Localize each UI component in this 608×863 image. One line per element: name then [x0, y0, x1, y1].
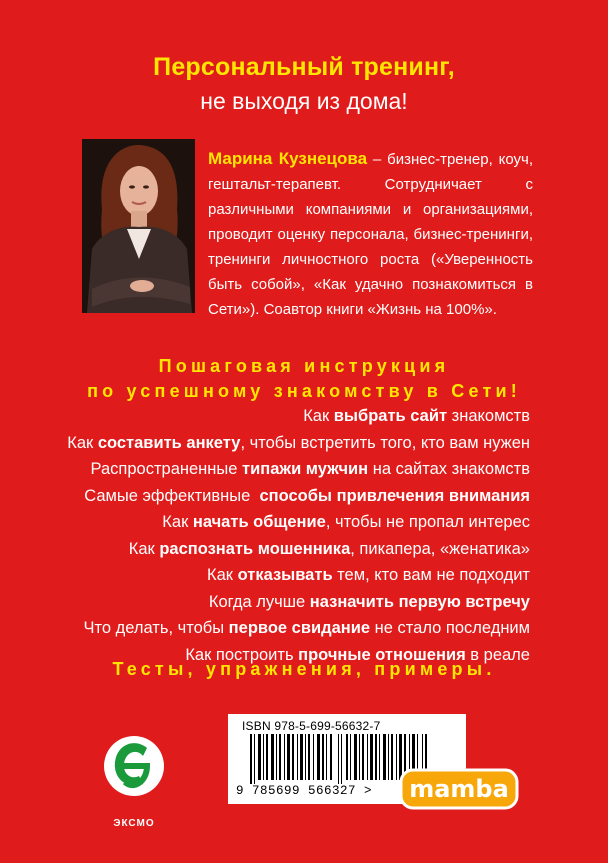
mamba-logo-icon [399, 766, 519, 812]
item-text: , чтобы не пропал интерес [325, 513, 530, 531]
item-text: на сайтах знакомств [368, 460, 530, 478]
item-highlight: способы привлечения внимания [259, 486, 530, 505]
item-highlight: прочные отношения [298, 645, 466, 664]
list-item [40, 483, 530, 510]
publisher-name: ЭКСМО [113, 818, 155, 829]
item-text: Распространенные [90, 460, 243, 478]
item-text: , пикапера, «женатика» [350, 539, 530, 558]
steps-heading-line-1: Пошаговая инструкция [158, 356, 450, 376]
list-item [40, 536, 530, 563]
item-text: Как построить [185, 645, 299, 664]
item-text: знакомств [447, 407, 530, 425]
list-item [40, 615, 530, 642]
author-photo [82, 139, 195, 313]
eksmo-logo-icon [103, 726, 165, 816]
cover-title: Персональный тренинг, [153, 53, 455, 81]
list-item [40, 403, 530, 430]
list-item [40, 456, 530, 483]
barcode-digits: 9 785699 566327 > [236, 784, 373, 798]
cover-subtitle: не выходя из дома! [200, 88, 408, 114]
item-text: Как [67, 433, 98, 452]
item-highlight: составить анкету [97, 433, 241, 452]
item-text: Как [206, 566, 238, 584]
steps-list [40, 403, 530, 668]
item-text: не стало последним [370, 619, 530, 637]
item-text: Когда лучше [208, 592, 310, 611]
item-text: тем, кто вам не подходит [332, 566, 530, 584]
list-item [40, 430, 530, 457]
author-name: Марина Кузнецова [208, 149, 368, 168]
item-text: Как [303, 407, 334, 425]
list-item [40, 589, 530, 616]
steps-heading-line-2: по успешному знакомству в Сети! [87, 381, 521, 401]
author-bio [208, 146, 533, 322]
steps-heading [0, 354, 608, 404]
item-text: Как [128, 539, 160, 558]
item-text: Самые эффективные [84, 486, 260, 505]
item-highlight: первое свидание [228, 619, 371, 637]
item-text: в реале [465, 645, 530, 664]
item-text: Что делать, чтобы [83, 619, 229, 637]
tagline: Тесты, упражнения, примеры. [112, 659, 496, 679]
isbn-text: ISBN 978-5-699-56632-7 [242, 719, 381, 733]
item-text: Как [162, 513, 193, 531]
item-highlight: назначить первую встречу [309, 592, 530, 611]
item-highlight: отказывать [237, 566, 333, 584]
list-item [40, 562, 530, 589]
item-highlight: распознать мошенника [159, 539, 351, 558]
list-item [40, 509, 530, 536]
item-text: , чтобы встретить того, кто вам нужен [240, 433, 530, 452]
partner-name: mamba [409, 775, 509, 803]
item-highlight: типажи мужчин [242, 460, 369, 478]
item-highlight: выбрать сайт [333, 407, 448, 425]
author-bio-text: – бизнес-тренер, коуч, гештальт-терапевт. Сотрудничает с различными компаниями и организациями, проводит оценку персонала, бизнес-тренинги, тренинги личностного роста («Уверенность быть собой», «Как удачно познакомиться в Сети»). Соавтор книги «Жизнь на 100%». [208, 151, 533, 318]
item-highlight: начать общение [192, 513, 326, 531]
